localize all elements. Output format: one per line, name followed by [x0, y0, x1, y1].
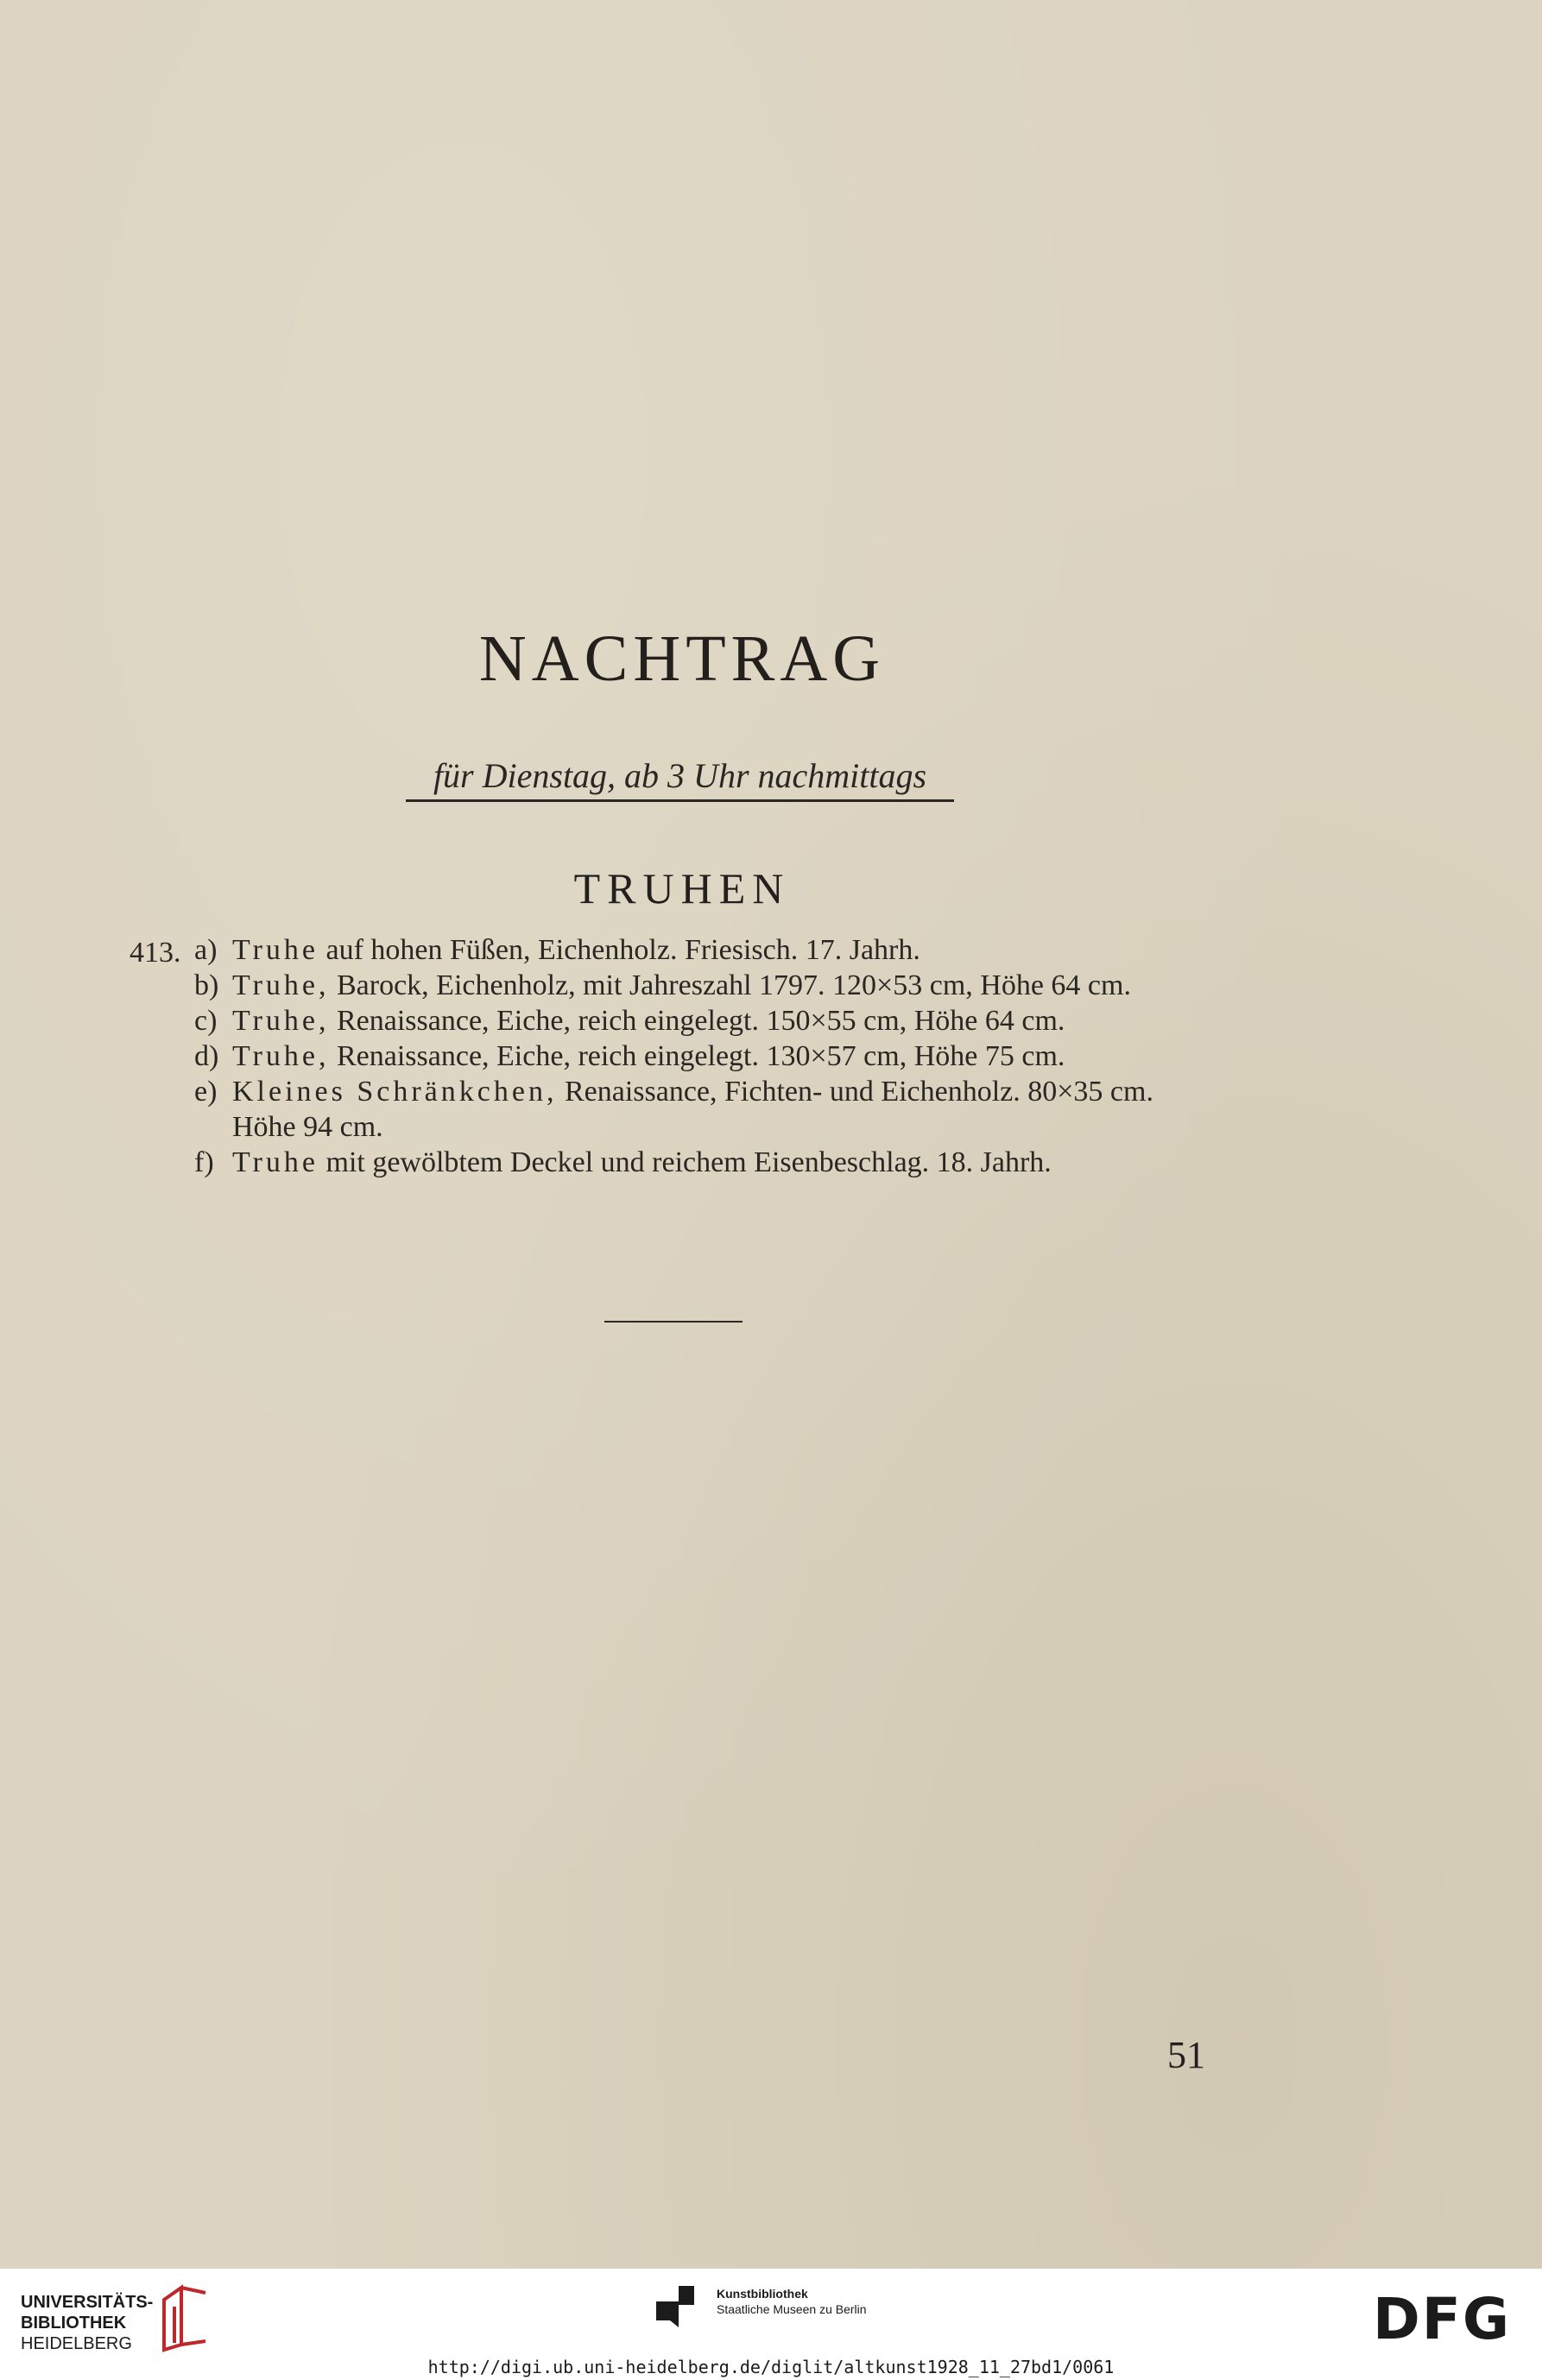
source-url-link[interactable]: http://digi.ub.uni-heidelberg.de/diglit/altkunst1928_11_27bd1/0061 [427, 2357, 1115, 2377]
lot-number: 413. [130, 937, 181, 969]
entry-a [194, 932, 1265, 968]
dfg-logo[interactable]: DFG [1373, 2286, 1512, 2352]
entry-name: Truhe, [232, 1040, 330, 1072]
entry-e [194, 1074, 1265, 1109]
university-line-1: UNIVERSITÄTS- [21, 2293, 154, 2312]
entry-name: Truhe [232, 1146, 319, 1178]
entry-text: auf hohen Füßen, Eichenholz. Friesisch. 17. Jahrh. [319, 934, 920, 966]
page-number: 51 [1167, 2034, 1205, 2076]
entry-marker: f) [194, 1146, 214, 1178]
entry-marker: c) [194, 1005, 218, 1037]
entry-text: Renaissance, Eiche, reich eingelegt. 130×57 cm, Höhe 75 cm. [329, 1040, 1065, 1072]
kunstbibliothek-label[interactable] [717, 2286, 867, 2317]
section-heading: TRUHEN [573, 864, 791, 912]
entry-list [194, 932, 1265, 1180]
university-logo-icon[interactable] [155, 2281, 216, 2353]
entry-text: Renaissance, Fichten- und Eichenholz. 80×35 cm. [557, 1076, 1153, 1108]
entry-marker: e) [194, 1076, 218, 1108]
entry-text: Barock, Eichenholz, mit Jahreszahl 1797. 120×53 cm, Höhe 64 cm. [329, 969, 1131, 1001]
closing-rule [604, 1321, 743, 1323]
entry-marker: b) [194, 969, 219, 1001]
university-library-label[interactable] [21, 2292, 153, 2354]
entry-b [194, 968, 1265, 1003]
entry-name: Kleines Schränkchen, [232, 1076, 558, 1108]
entry-c [194, 1003, 1265, 1038]
kunstbibliothek-logo-icon[interactable] [656, 2286, 701, 2327]
entry-name: Truhe, [232, 969, 330, 1001]
kunstbibliothek-name: Kunstbibliothek [717, 2287, 808, 2301]
entry-name: Truhe, [232, 1005, 330, 1037]
entry-d [194, 1038, 1265, 1074]
university-line-2: BIBLIOTHEK [21, 2314, 127, 2333]
entry-name: Truhe [232, 934, 319, 966]
entry-f [194, 1145, 1265, 1180]
entry-marker: d) [194, 1040, 219, 1072]
museen-name: Staatliche Museen zu Berlin [717, 2302, 867, 2316]
page-subtitle: für Dienstag, ab 3 Uhr nachmittags [406, 755, 954, 802]
university-line-3: HEIDELBERG [21, 2334, 132, 2353]
entry-e-continuation: Höhe 94 cm. [232, 1111, 383, 1143]
page-title: NACHTRAG [478, 622, 886, 695]
entry-text: mit gewölbtem Deckel und reichem Eisenbeschlag. 18. Jahrh. [319, 1146, 1052, 1178]
entry-marker: a) [194, 934, 218, 966]
entry-text: Renaissance, Eiche, reich eingelegt. 150×55 cm, Höhe 64 cm. [329, 1005, 1065, 1037]
